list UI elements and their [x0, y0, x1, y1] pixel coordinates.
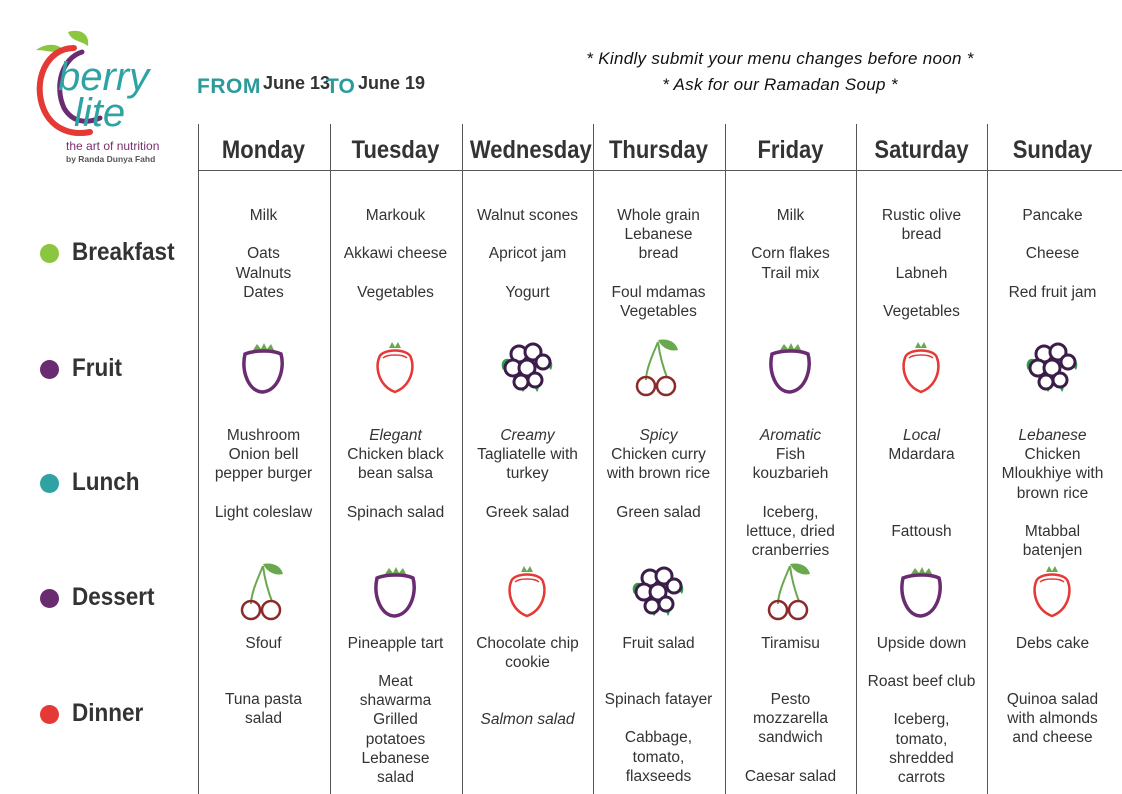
spacer — [987, 225, 1118, 244]
menu-item: Mloukhiye with — [1001, 465, 1104, 483]
menu-item: Oats — [247, 245, 280, 263]
menu-item: Milk — [776, 207, 805, 224]
dinner-cell — [330, 672, 461, 787]
spacer — [856, 283, 987, 302]
cherry-icon — [760, 560, 820, 622]
menu-item: Iceberg, — [893, 711, 950, 729]
menu-item: Chicken black — [347, 446, 444, 464]
menu-item: mozzarella — [753, 710, 828, 728]
day-column-tuesday — [330, 0, 461, 794]
dessert-name: Upside down — [876, 635, 967, 652]
menu-item: Vegetables — [357, 283, 434, 301]
menu-item: Spinach salad — [346, 503, 445, 521]
day-column-wednesday — [462, 0, 593, 794]
spacer — [856, 244, 987, 263]
spacer — [198, 225, 329, 244]
menu-item: Akkawi cheese — [343, 245, 448, 263]
menu-item: Foul mdamas — [611, 283, 706, 301]
day-header: Saturday — [874, 136, 969, 164]
lunch-cell — [593, 426, 724, 522]
menu-item: Mtabbal — [1024, 523, 1081, 541]
day-header: Friday — [757, 136, 824, 164]
dessert-cell — [330, 634, 461, 653]
menu-item: Tagliatelle with — [477, 446, 578, 464]
menu-item: Pesto — [770, 691, 811, 708]
menu-item: Salmon salad — [480, 711, 575, 728]
spacer — [330, 484, 461, 503]
day-header: Monday — [221, 136, 306, 164]
menu-item: Mdardara — [888, 446, 955, 464]
lunch-cell — [198, 426, 329, 522]
tagline-text: the art of nutrition — [66, 139, 160, 153]
menu-item: bread — [901, 226, 942, 244]
menu-item: cranberries — [751, 542, 830, 560]
lunch-cell — [725, 426, 856, 560]
menu-item: turkey — [506, 465, 549, 483]
breakfast-cell — [987, 206, 1118, 302]
from-date: June 13 — [263, 73, 331, 93]
menu-item: kouzbarieh — [752, 465, 829, 483]
menu-item: shredded — [889, 749, 954, 767]
menu-item: with almonds — [1007, 710, 1098, 728]
menu-item: Walnut scones — [476, 207, 579, 224]
spacer — [330, 225, 461, 244]
dinner-cell — [462, 710, 593, 729]
raspberry-icon — [365, 336, 425, 398]
svg-text:berry: berry — [58, 55, 150, 99]
menu-item: Grilled — [373, 711, 418, 729]
dinner-cell — [198, 690, 329, 728]
spacer — [462, 225, 593, 244]
meal-dot-icon — [40, 474, 59, 493]
spacer — [593, 709, 724, 728]
dessert-name: Debs cake — [1015, 635, 1090, 652]
menu-item: Lebanese — [624, 226, 693, 244]
to-label: TO — [326, 75, 355, 98]
cherry-icon — [233, 560, 293, 622]
menu-item: Tuna pasta — [225, 691, 302, 708]
spacer — [593, 264, 724, 283]
day-column-thursday — [593, 0, 724, 794]
lunch-cell — [987, 426, 1118, 560]
breakfast-cell — [198, 206, 329, 302]
menu-item: Milk — [249, 207, 278, 224]
menu-item: pepper burger — [214, 465, 313, 483]
spacer — [462, 484, 593, 503]
menu-item: Corn flakes — [751, 245, 830, 263]
day-column-sunday — [987, 0, 1118, 794]
spacer — [856, 484, 987, 503]
spacer — [725, 748, 856, 767]
dessert-cell — [725, 634, 856, 653]
menu-item: carrots — [897, 769, 946, 787]
dessert-cell — [987, 634, 1118, 653]
spacer — [987, 264, 1118, 283]
menu-item: Walnuts — [235, 264, 292, 282]
menu-item: Rustic olive — [881, 207, 962, 224]
dessert-name: Fruit salad — [622, 635, 695, 652]
meal-label-text: Lunch — [72, 468, 140, 496]
menu-item: Chicken curry — [611, 446, 706, 464]
spacer — [856, 464, 987, 483]
dinner-cell — [593, 690, 724, 786]
menu-item: Labneh — [895, 264, 948, 282]
meal-dot-icon — [40, 589, 59, 608]
lunch-style-label: Lebanese — [1018, 427, 1087, 444]
dessert-cell — [856, 634, 987, 653]
menu-item: lettuce, dried — [746, 523, 835, 541]
logo-tagline — [66, 140, 159, 166]
menu-item: Spinach fatayer — [604, 691, 713, 708]
menu-item: brown rice — [1016, 484, 1089, 502]
breakfast-cell — [593, 206, 724, 321]
menu-item: Vegetables — [883, 303, 960, 321]
menu-item: Fattoush — [891, 523, 952, 541]
menu-item: Cheese — [1025, 245, 1080, 263]
menu-item: Caesar salad — [744, 767, 837, 785]
breakfast-cell — [856, 206, 987, 321]
menu-item: Yogurt — [505, 283, 550, 301]
lunch-style-label: Elegant — [369, 427, 422, 444]
breakfast-cell — [725, 206, 856, 283]
breakfast-cell — [330, 206, 461, 302]
day-column-saturday — [856, 0, 987, 794]
plum-icon — [233, 336, 293, 398]
menu-item: salad — [244, 710, 283, 728]
menu-item: tomato, — [895, 730, 948, 748]
spacer — [725, 225, 856, 244]
spacer — [856, 691, 987, 710]
lunch-style-label: Local — [902, 427, 941, 444]
menu-item: Green salad — [616, 503, 701, 521]
lunch-style-label: Spicy — [639, 427, 678, 444]
lunch-style-label: Aromatic — [759, 427, 822, 444]
dessert-cell — [198, 634, 329, 653]
menu-item: Quinoa salad — [1006, 691, 1099, 708]
menu-item: Fish — [775, 446, 806, 464]
menu-item: salad — [376, 769, 415, 787]
to-date: June 19 — [358, 73, 426, 93]
plum-icon — [365, 560, 425, 622]
menu-item: Markouk — [365, 207, 426, 224]
menu-item: with brown rice — [606, 465, 711, 483]
spacer — [856, 503, 987, 522]
menu-item: Mushroom — [226, 427, 301, 444]
day-header: Sunday — [1012, 136, 1093, 164]
menu-item: bean salsa — [358, 465, 433, 483]
blueberry-icon — [628, 560, 688, 622]
menu-item: Apricot jam — [488, 245, 567, 263]
raspberry-icon — [891, 336, 951, 398]
from-label: FROM — [197, 75, 261, 98]
breakfast-cell — [462, 206, 593, 302]
menu-item: Vegetables — [620, 303, 697, 321]
cherry-icon — [628, 336, 688, 398]
spacer — [198, 484, 329, 503]
notice-menu-changes: * Kindly submit your menu changes before noon * — [586, 49, 974, 68]
lunch-style-label: Creamy — [500, 427, 555, 444]
day-header: Thursday — [608, 136, 709, 164]
menu-item: Cabbage, — [624, 729, 693, 747]
day-column-monday — [198, 0, 329, 794]
menu-item: shawarma — [359, 692, 432, 710]
spacer — [462, 264, 593, 283]
day-header: Tuesday — [351, 136, 440, 164]
spacer — [725, 484, 856, 503]
spacer — [593, 484, 724, 503]
dinner-cell — [856, 672, 987, 787]
meal-dot-icon — [40, 360, 59, 379]
raspberry-icon — [497, 560, 557, 622]
menu-item: Chicken — [1024, 446, 1081, 464]
menu-item: and cheese — [1012, 729, 1093, 747]
dessert-name: Tiramisu — [761, 635, 820, 652]
menu-item: bread — [638, 245, 679, 263]
notice-ramadan-soup: * Ask for our Ramadan Soup * — [662, 75, 898, 94]
menu-item: Dates — [243, 283, 284, 301]
spacer — [987, 503, 1118, 522]
menu-item: tomato, — [632, 748, 685, 766]
meal-dot-icon — [40, 705, 59, 724]
menu-item: Greek salad — [485, 503, 570, 521]
meal-label-text: Dinner — [72, 699, 144, 727]
day-column-friday — [725, 0, 856, 794]
svg-text:lite: lite — [74, 91, 126, 135]
menu-item: Pancake — [1022, 207, 1083, 224]
menu-item: potatoes — [365, 730, 426, 748]
plum-icon — [891, 560, 951, 622]
menu-item: Lebanese — [361, 749, 430, 767]
blueberry-icon — [1022, 336, 1082, 398]
menu-item: Trail mix — [761, 264, 820, 282]
byline-text: by Randa Dunya Fahd — [66, 154, 156, 164]
meal-label-text: Fruit — [72, 354, 122, 382]
menu-item: Onion bell — [228, 446, 299, 464]
dinner-cell — [987, 690, 1118, 748]
menu-item: Light coleslaw — [214, 503, 313, 521]
meal-label-text: Dessert — [72, 583, 155, 611]
spacer — [330, 264, 461, 283]
raspberry-icon — [1022, 560, 1082, 622]
lunch-cell — [330, 426, 461, 522]
dinner-cell — [725, 690, 856, 786]
menu-item: Whole grain — [617, 207, 700, 224]
meal-label-text: Breakfast — [72, 238, 175, 266]
menu-item: flaxseeds — [625, 767, 692, 785]
dessert-name: Pineapple tart — [347, 635, 444, 652]
day-header: Wednesday — [469, 136, 592, 164]
lunch-cell — [856, 426, 987, 541]
menu-item: Red fruit jam — [1008, 283, 1097, 301]
menu-item: Iceberg, — [762, 503, 819, 521]
dessert-name: Sfouf — [245, 635, 282, 652]
menu-item: batenjen — [1022, 542, 1083, 560]
dessert-cell — [462, 634, 593, 672]
blueberry-icon — [497, 336, 557, 398]
dessert-cell — [593, 634, 724, 653]
menu-item: sandwich — [758, 729, 823, 747]
menu-item: Meat — [378, 673, 413, 690]
menu-item: Roast beef club — [867, 673, 976, 690]
plum-icon — [760, 336, 820, 398]
lunch-cell — [462, 426, 593, 522]
dessert-name: Chocolate chip cookie — [476, 635, 579, 672]
meal-dot-icon — [40, 244, 59, 263]
